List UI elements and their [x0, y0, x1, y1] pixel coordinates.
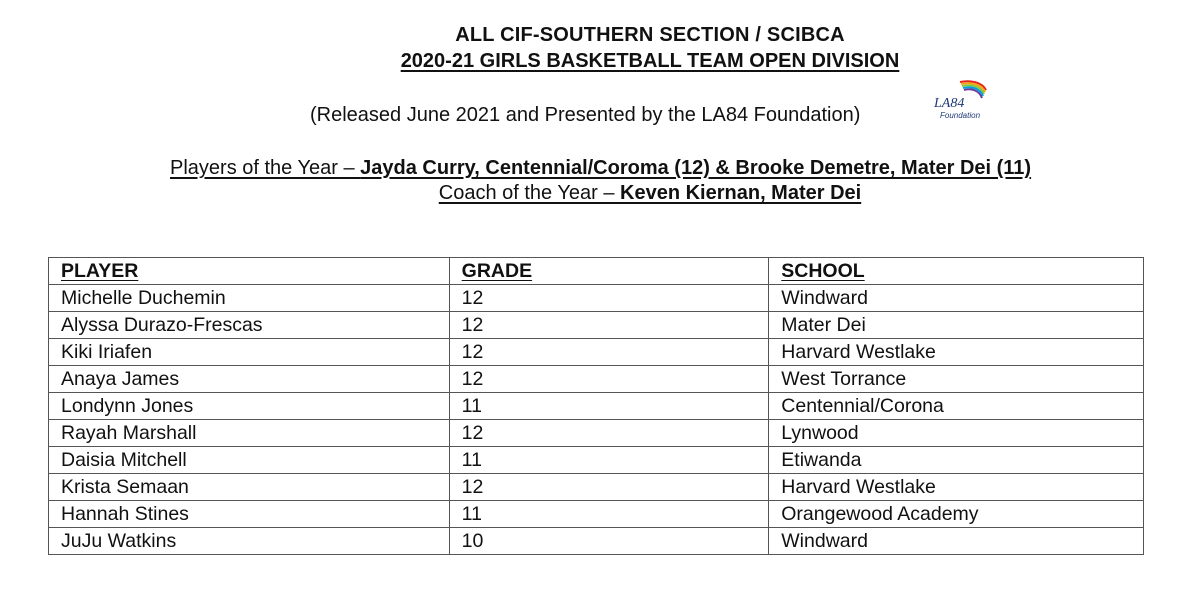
title-line-2 — [0, 50, 1200, 73]
player-school: Harvard Westlake — [769, 474, 1144, 501]
table-row — [49, 447, 1144, 474]
release-note: (Released June 2021 and Presented by the LA84 Foundation) — [310, 104, 861, 126]
player-school: Harvard Westlake — [769, 339, 1144, 366]
player-grade: 10 — [449, 528, 769, 555]
table-row — [49, 312, 1144, 339]
player-school: Windward — [769, 528, 1144, 555]
player-school: Orangewood Academy — [769, 501, 1144, 528]
player-grade: 12 — [449, 420, 769, 447]
table-row — [49, 393, 1144, 420]
player-name: Alyssa Durazo-Frescas — [49, 312, 450, 339]
header-player: PLAYER — [49, 258, 450, 285]
coach-prefix: Coach of the Year – — [438, 182, 621, 204]
table-row — [49, 285, 1144, 312]
header-school: SCHOOL — [769, 258, 1144, 285]
player-name: Krista Semaan — [49, 474, 450, 501]
logo-sub: Foundation — [940, 111, 981, 120]
player-grade: 11 — [449, 447, 769, 474]
player-grade: 11 — [449, 501, 769, 528]
player-grade: 12 — [449, 366, 769, 393]
player-school: Centennial/Corona — [769, 393, 1144, 420]
logo-name: LA84 — [934, 96, 965, 111]
table-row — [49, 501, 1144, 528]
table-header-row — [49, 258, 1144, 285]
players-prefix: Players of the Year – — [170, 157, 361, 179]
player-school: Lynwood — [769, 420, 1144, 447]
table-row — [49, 528, 1144, 555]
player-name: Hannah Stines — [49, 501, 450, 528]
player-grade: 11 — [449, 393, 769, 420]
player-name: JuJu Watkins — [49, 528, 450, 555]
table-row — [49, 339, 1144, 366]
player-grade: 12 — [449, 339, 769, 366]
header-grade: GRADE — [449, 258, 769, 285]
player-name: Daisia Mitchell — [49, 447, 450, 474]
player-name: Anaya James — [49, 366, 450, 393]
player-school: Mater Dei — [769, 312, 1144, 339]
roster-table — [48, 257, 1144, 555]
title-line-1: ALL CIF-SOUTHERN SECTION / SCIBCA — [455, 24, 845, 46]
coach-of-the-year — [0, 182, 1200, 205]
player-school: Etiwanda — [769, 447, 1144, 474]
player-school: West Torrance — [769, 366, 1144, 393]
la84-logo — [930, 80, 1000, 125]
player-school: Windward — [769, 285, 1144, 312]
coach-name: Keven Kiernan, Mater Dei — [620, 182, 862, 204]
player-name: Londynn Jones — [49, 393, 450, 420]
player-name: Rayah Marshall — [49, 420, 450, 447]
coach-line — [439, 182, 861, 204]
table-row — [49, 366, 1144, 393]
player-grade: 12 — [449, 285, 769, 312]
player-name: Kiki Iriafen — [49, 339, 450, 366]
players-names: Jayda Curry, Centennial/Coroma (12) & Brooke Demetre, Mater Dei (11) — [360, 157, 1032, 179]
player-grade: 12 — [449, 474, 769, 501]
title-line-2-text: 2020-21 GIRLS BASKETBALL TEAM OPEN DIVISION — [400, 50, 900, 72]
table-row — [49, 420, 1144, 447]
player-name: Michelle Duchemin — [49, 285, 450, 312]
table-row — [49, 474, 1144, 501]
players-of-the-year — [170, 157, 1031, 180]
player-grade: 12 — [449, 312, 769, 339]
